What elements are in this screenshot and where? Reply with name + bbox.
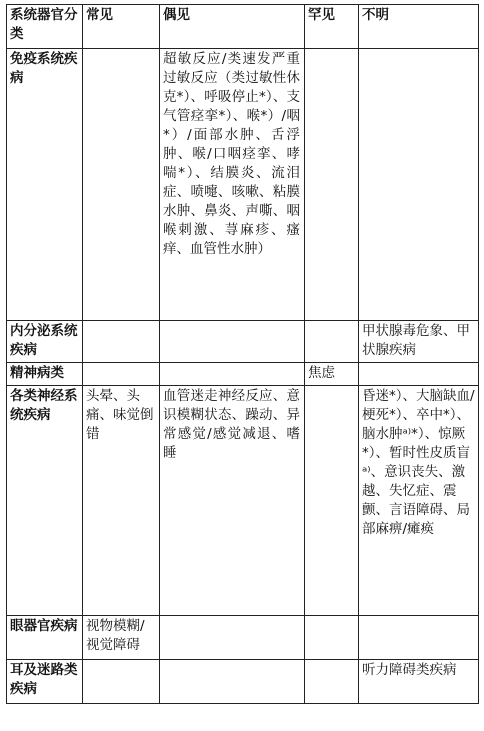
table-row: [7, 363, 479, 386]
uncommon-cell: [160, 616, 305, 660]
uncommon-cell: [160, 660, 305, 704]
uncommon-cell: 超敏反应/类速发严重过敏反应（类过敏性休克*）、呼吸停止*）、支气管痉挛*）、喉*）/咽*）/面部水肿、舌浮肿、喉/口咽痉挛、哮喘*）、结膜炎、流泪症、喷嚏、咳嗽、粘膜水肿、鼻炎、声嘶、咽喉刺激、荨麻疹、瘙痒、血管性水肿）: [160, 49, 305, 321]
unknown-cell: 甲状腺毒危象、甲状腺疾病: [359, 321, 479, 363]
rare-cell: [305, 321, 359, 363]
uncommon-cell: [160, 321, 305, 363]
table-row: [7, 660, 479, 704]
system-cell: 免疫系统疾病: [7, 49, 83, 321]
uncommon-cell: [160, 363, 305, 386]
system-cell: 内分泌系统疾病: [7, 321, 83, 363]
header-row: [7, 5, 479, 49]
system-cell: 耳及迷路类疾病: [7, 660, 83, 704]
system-cell: 精神病类: [7, 363, 83, 386]
unknown-cell: 听力障碍类疾病: [359, 660, 479, 704]
uncommon-cell: 血管迷走神经反应、意识模糊状态、躁动、异常感觉/感觉减退、嗜睡: [160, 386, 305, 616]
common-cell: 视物模糊/视觉障碍: [83, 616, 160, 660]
unknown-cell: 昏迷*）、大脑缺血/梗死*）、卒中*）、脑水肿ᵃ⁾*）、惊厥*）、暂时性皮质盲ᵃ⁾、意识丧失、激越、失忆症、震颤、言语障碍、局部麻痹/瘫痪: [359, 386, 479, 616]
system-cell: 眼器官疾病: [7, 616, 83, 660]
common-cell: [83, 321, 160, 363]
table-body: [7, 49, 479, 704]
header-rare: 罕见: [305, 5, 359, 49]
table-row: [7, 49, 479, 321]
header-uncommon: 偶见: [160, 5, 305, 49]
rare-cell: 焦虑: [305, 363, 359, 386]
table-row: [7, 386, 479, 616]
adverse-reactions-table: [6, 4, 479, 704]
common-cell: [83, 49, 160, 321]
common-cell: [83, 363, 160, 386]
header-common: 常见: [83, 5, 160, 49]
rare-cell: [305, 660, 359, 704]
unknown-cell: [359, 49, 479, 321]
rare-cell: [305, 49, 359, 321]
common-cell: [83, 660, 160, 704]
header-system-organ-class: 系统器官分类: [7, 5, 83, 49]
unknown-cell: [359, 616, 479, 660]
rare-cell: [305, 616, 359, 660]
rare-cell: [305, 386, 359, 616]
header-unknown: 不明: [359, 5, 479, 49]
table-row: [7, 321, 479, 363]
table-header: [7, 5, 479, 49]
system-cell: 各类神经系统疾病: [7, 386, 83, 616]
unknown-cell: [359, 363, 479, 386]
common-cell: 头晕、头痛、味觉倒错: [83, 386, 160, 616]
table-row: [7, 616, 479, 660]
